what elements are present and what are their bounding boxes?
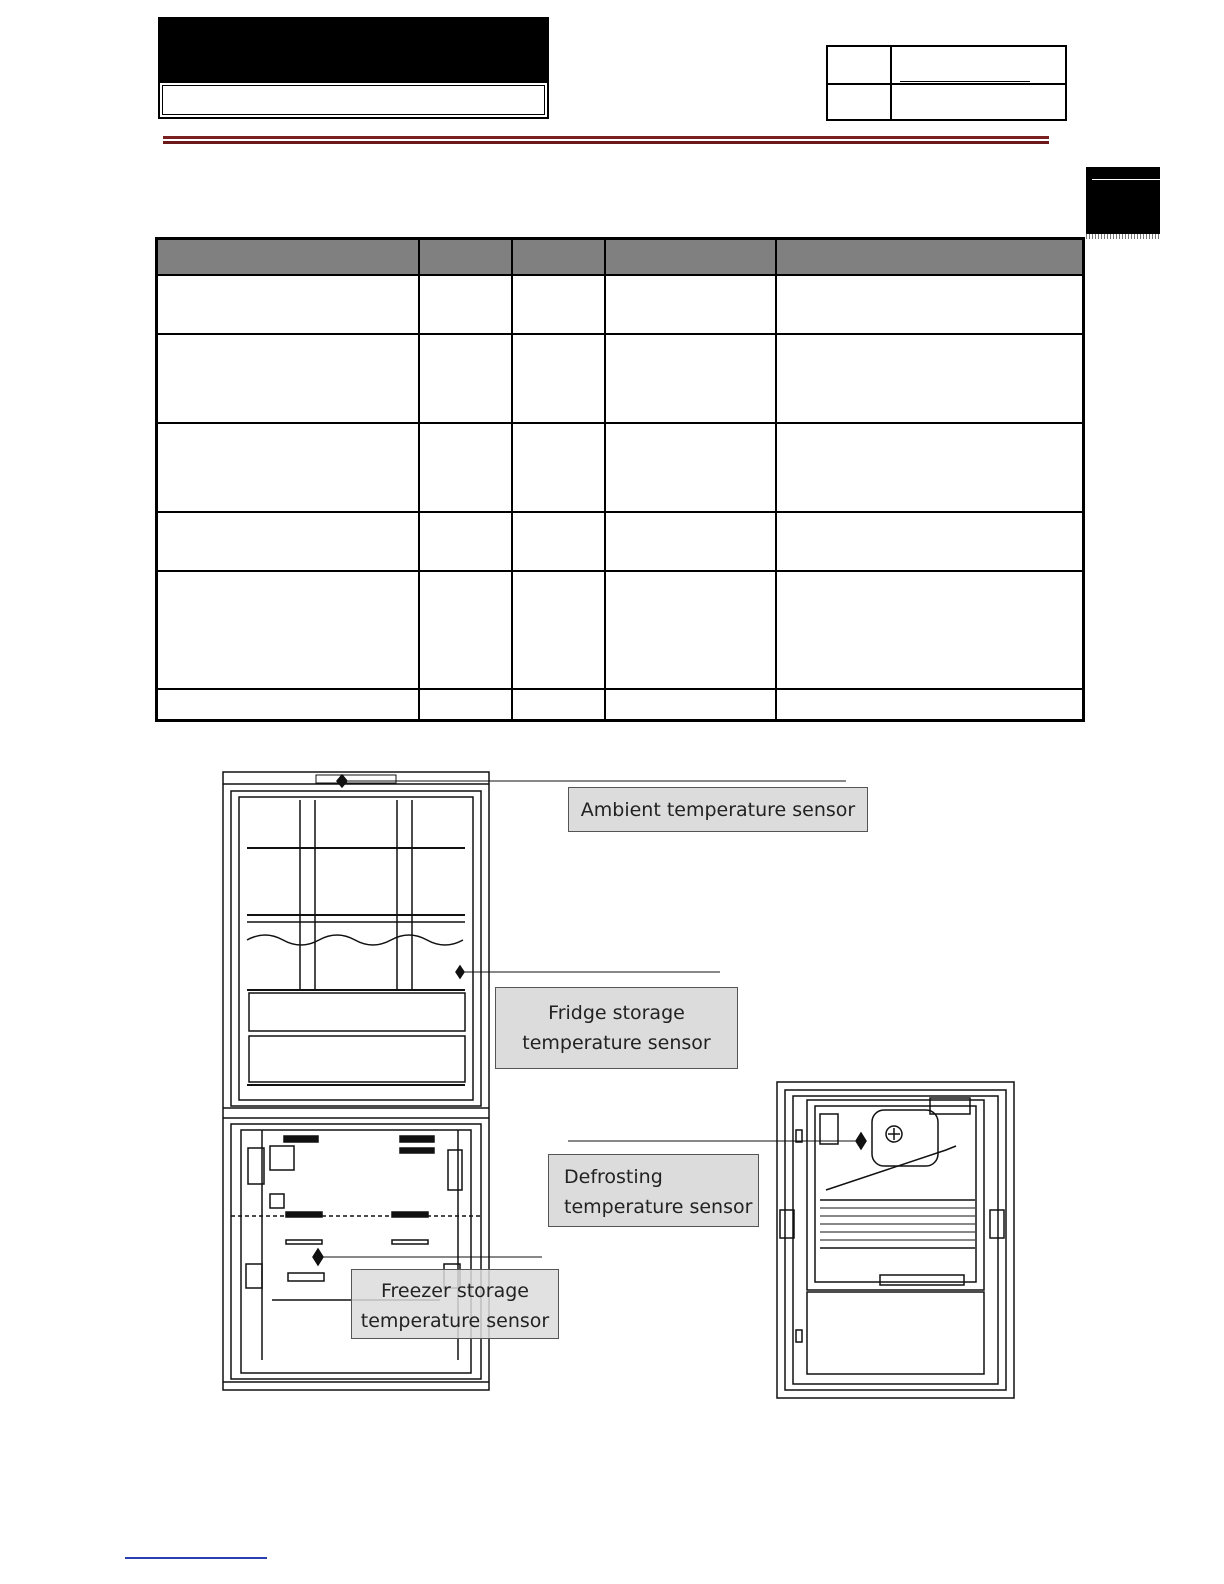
callout-label: Fridge storage	[548, 1002, 685, 1024]
fridge-sensor-marker	[456, 966, 464, 978]
freezer-sensor-marker	[313, 1249, 323, 1265]
ambient-sensor-callout	[568, 787, 868, 832]
defrost-sensor-marker	[856, 1133, 866, 1149]
footer-link-underline[interactable]	[125, 1557, 267, 1559]
freezer-sensor-callout	[351, 1269, 559, 1339]
callout-label: Ambient temperature sensor	[580, 799, 856, 821]
fridge-compartment	[231, 791, 481, 1106]
defrost-sensor-callout	[548, 1154, 759, 1227]
ambient-sensor-marker	[337, 775, 347, 787]
callout-label: temperature sensor	[522, 1032, 711, 1054]
callout-label: Defrosting	[564, 1166, 663, 1188]
fridge-sensor-callout	[495, 987, 738, 1069]
freezer-compartment	[231, 1124, 481, 1379]
callout-label: Freezer storage	[380, 1280, 529, 1302]
callout-label: temperature sensor	[564, 1196, 753, 1218]
callout-label: temperature sensor	[360, 1310, 550, 1332]
